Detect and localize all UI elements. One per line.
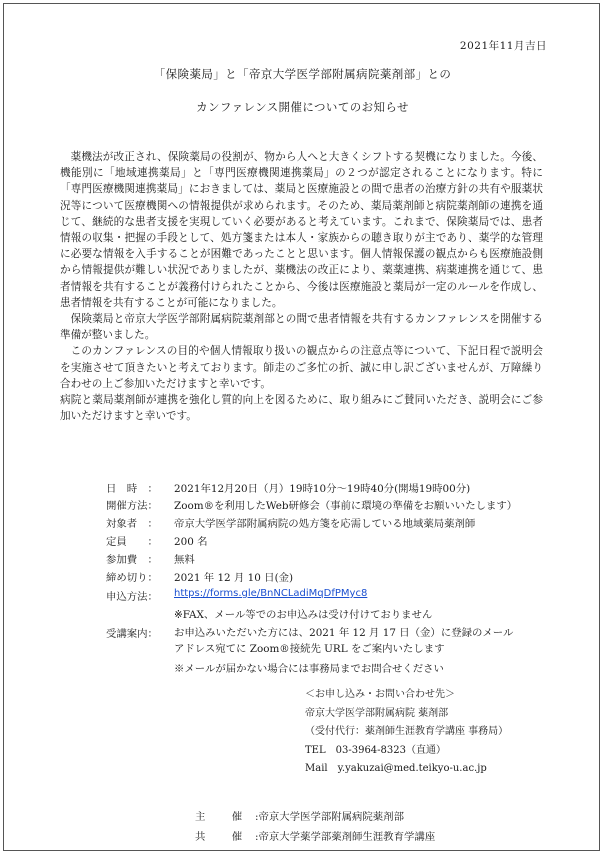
- guide-value: お申込みいただいた方には、2021 年 12 月 17 日（金）に登録のメールアドレス宛てに Zoom®接続先 URL をご案内いたします: [174, 627, 514, 655]
- contact-tel: TEL 03-3964-8323（直通）: [305, 744, 446, 756]
- issue-date: 2021年11月吉日: [459, 40, 547, 52]
- document-page: [3, 3, 600, 851]
- method-value: Zoom®を利用したWeb研修会（事前に環境の準備をお願いいたします）: [174, 500, 518, 512]
- paragraph-1: 薬機法が改正され、保険薬局の役割が、物から人へと大きくシフトする契機になりました。今後、機能別に「地域連携薬局」と「専門医療機関連携薬局」の２つが認定されることになります。特に「専門医療機関連携薬局」におきましては、薬局と医療施設との間で患者の治療方針の共有や服薬状況等について医療機関への情報提供が求められます。そのため、薬局薬剤師と病院薬剤師の連携を通じて、継続的な患者支援を実現していく必要があると考えています。これまで、保険薬局では、患者情報の収集・把握の手段として、処方箋または本人・家族からの聴き取りが主であり、薬学的な管理に必要な情報を入手することが困難であったことと思います。個人情報保護の観点からも医療施設側から情報提供が難しい状況でありましたが、薬機法の改正により、薬薬連携、病薬連携を通じて、患者情報を共有することが義務付けられたことから、今後は医療施設と薬局が一定のルールを作成し、患者情報を共有することが可能になりました。: [60, 151, 543, 309]
- target-label: 対象者 ：: [106, 518, 158, 530]
- contact-dept: 帝京大学医学部附属病院 薬剤部: [305, 707, 449, 719]
- cohost-row: [195, 827, 435, 847]
- datetime-value: 2021年12月20日（月）19時10分〜19時40分(開場19時00分): [174, 483, 471, 495]
- target-value: 帝京大学医学部附属病院の処方箋を応需している地域薬局薬剤師: [174, 518, 476, 530]
- contact-header: ＜お申し込み・お問い合わせ先＞: [305, 689, 455, 700]
- apply-note: ※FAX、メール等でのお申込みは受け付けておりません: [174, 609, 433, 621]
- paragraph-2: 保険薬局と帝京大学医学部附属病院薬剤部との間で患者情報を共有するカンファレンスを開催する準備が整いました。: [60, 313, 543, 342]
- paragraph-4: 病院と薬局薬剤師が連携を強化し質的向上を図るために、取り組みにご賛同いただき、説明会にご参加いただけますと幸いです。: [60, 394, 543, 423]
- host-label: 主 催: [195, 811, 251, 823]
- capacity-label: 定員 ：: [106, 536, 158, 548]
- deadline-value: 2021 年 12 月 10 日(金): [174, 572, 294, 584]
- host-value: :帝京大学医学部附属病院薬剤部: [255, 811, 404, 823]
- fee-value: 無料: [174, 554, 195, 566]
- host-row: [195, 807, 435, 827]
- datetime-label: 日 時 ：: [106, 483, 158, 495]
- method-label: 開催方法：: [106, 500, 158, 512]
- apply-label: 申込方法：: [106, 591, 158, 603]
- apply-url-link[interactable]: https://forms.gle/BnNCLadiMqDfPMyc8: [174, 588, 368, 599]
- fee-label: 参加費 ：: [106, 554, 158, 566]
- cohost-value: :帝京大学薬学部薬剤師生涯教育学講座: [255, 831, 436, 843]
- body-text: [60, 149, 543, 424]
- paragraph-3: このカンファレンスの目的や個人情報取り扱いの観点からの注意点等について、下記日程で説明会を実施させて頂きたいと考えております。師走のご多忙の折、誠に申し訳ございませんが、万障繰り合わせの上ご参加いただけますと幸いです。: [60, 345, 543, 390]
- deadline-label: 締め切り：: [106, 572, 158, 584]
- guide-note: ※メールが届かない場合には事務局までお問合せください: [174, 663, 444, 675]
- title-line-2: カンファレンス開催についてのお知らせ: [196, 100, 409, 114]
- contact-agent: （受付代行：薬剤師生涯教育学講座 事務局）: [305, 726, 509, 738]
- organizers-block: [195, 807, 435, 847]
- contact-block: [305, 686, 508, 779]
- cohost-label: 共 催: [195, 831, 251, 843]
- guide-label: 受講案内：: [106, 628, 158, 640]
- title-line-1: 「保険薬局」と「帝京大学医学部附属病院薬剤部」との: [153, 67, 452, 81]
- contact-mail: Mail y.yakuzai@med.teikyo-u.ac.jp: [305, 763, 487, 775]
- capacity-value: 200 名: [174, 536, 208, 548]
